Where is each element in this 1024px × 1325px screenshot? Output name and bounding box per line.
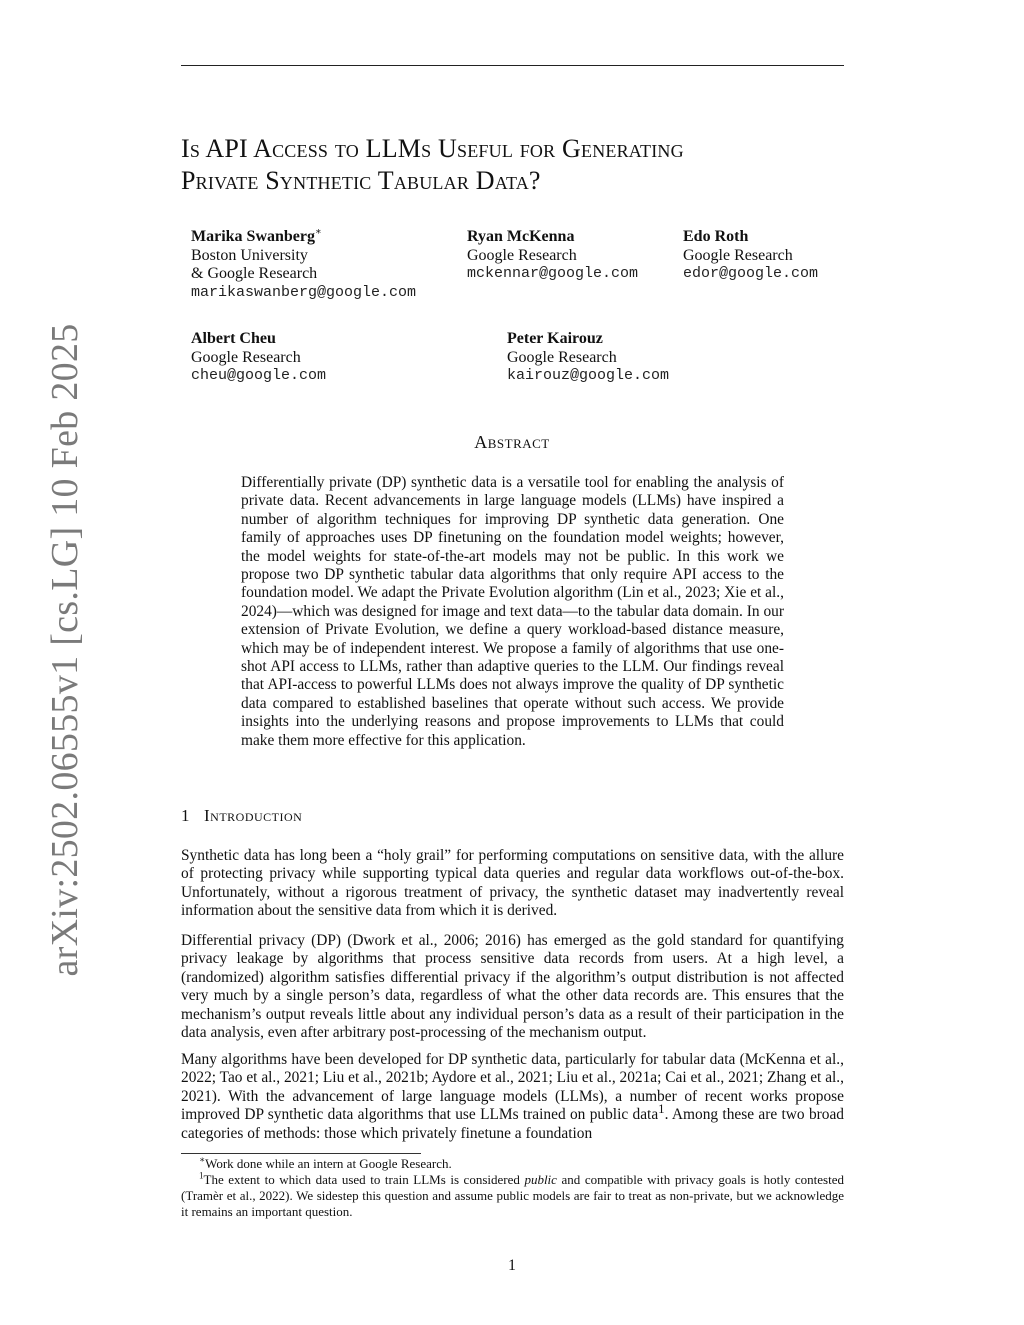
footnote-text: and compatible with privacy goals is hotly contested (Tramèr et al., 2022). We sidestep this question and assume public models are fair to treat as non-private, but we acknowledge it remains an important question.: [181, 1172, 844, 1219]
abstract-text: Differentially private (DP) synthetic data is a versatile tool for enabling the analysis of private data. Recent advancements in large language models (LLMs) have inspired a number of algorithm techniques for improving DP synthetic data generation. One family of approaches uses DP finetuning on the foundation model weights; however, the model weights for state-of-the-art models may not be public. In this work we propose two DP synthetic tabular data algorithms that only require API access to the foundation model. We adapt the Private Evolution algorithm (Lin et al., 2023; Xie et al., 2024)—which was designed for image and text data—to the tabular data domain. In our extension of Private Evolution, we define a query workload-based distance measure, which may be of independent interest. We propose a family of algorithms that use one-shot API access to LLMs, rather than adaptive queries to the LLM. Our findings reveal that API-access to powerful LLMs does not always improve the quality of DP synthetic data compared to established baselines that operate without such access. We provide insights into the underlying reasons and propose improvements to LLMs that could make them more effective for this application.: [241, 474, 784, 749]
abstract-heading: Abstract: [474, 432, 550, 452]
author-name: Ryan McKenna: [467, 228, 575, 245]
footnote-text: Work done while an intern at Google Research.: [205, 1156, 452, 1171]
author-block: [683, 228, 818, 284]
title-word: G: [562, 134, 582, 163]
author-name: Edo Roth: [683, 228, 749, 245]
title-word: ata?: [494, 166, 541, 195]
author-name: Albert Cheu: [191, 330, 276, 347]
author-block: [191, 330, 326, 386]
author-affiliation: Google Research: [191, 348, 301, 366]
title-word: to: [328, 134, 366, 163]
author-name: [191, 228, 416, 247]
paragraph-text: Many algorithms have been developed for DP synthetic data, particularly for tabular data (McKenna et al., 2022; Tao et al., 2021; Liu et al., 2021b; Aydore et al., 2021; Liu et al., 2021a; Cai et al., 2021; Zhang et al., 2021). With the advancement of large language models (LLMs), a number of recent works propose improved DP synthetic data algorithms that use LLMs trained on public data: [181, 1051, 844, 1124]
title-word: API: [200, 134, 254, 163]
top-rule: [181, 65, 844, 66]
title-word: enerating: [581, 134, 684, 163]
author-affiliation: Boston University: [191, 246, 308, 264]
title-word: S: [258, 166, 280, 195]
author-affiliation: Google Research: [507, 348, 617, 366]
title-word: A: [253, 134, 273, 163]
title-line-2: [181, 166, 541, 195]
body-paragraph: Differential privacy (DP) (Dwork et al., 2006; 2016) has emerged as the gold standard for quantifying privacy leakage by algorithms that process sensitive data records from users. At a high level, a (randomized) algorithm satisfies differential privacy if the algorithm’s output distribution is not affected very much by a single person’s data, regardless of what the other data records are. This ensures that the mechanism’s output reveals little about any individual person’s data as a result of their participation in the data analysis, even after arbitrary post-processing of the mechanism output.: [181, 932, 844, 1042]
author-affiliation: & Google Research: [191, 265, 318, 282]
author-email[interactable]: cheu@google.com: [191, 367, 327, 384]
author-name: Peter Kairouz: [507, 330, 603, 347]
title-word: LLM: [365, 134, 422, 163]
arxiv-identifier-stamp[interactable]: arXiv:2502.06555v1 [cs.LG] 10 Feb 2025: [44, 323, 86, 977]
author-email[interactable]: kairouz@google.com: [507, 367, 670, 384]
title-word: s: [189, 134, 201, 163]
footnote-emphasis: public: [524, 1172, 557, 1187]
author-email[interactable]: edor@google.com: [683, 265, 819, 282]
author-affiliation: Google Research: [467, 246, 577, 264]
title-word: U: [431, 134, 457, 163]
footnote-mark[interactable]: ∗: [315, 226, 322, 238]
footnote: [181, 1172, 844, 1220]
title-word: abular: [393, 166, 470, 195]
section-number: 1: [181, 806, 190, 825]
page-number: 1: [508, 1257, 516, 1274]
paper-title: [181, 133, 861, 197]
title-line-1: [181, 134, 684, 163]
section-heading: [181, 806, 302, 826]
title-word: D: [469, 166, 495, 195]
title-word: for: [513, 134, 563, 163]
title-word: P: [181, 166, 196, 195]
title-word: T: [371, 166, 394, 195]
author-block: [507, 330, 669, 386]
title-word: seful: [457, 134, 514, 163]
footnote-rule: [181, 1153, 421, 1154]
author-email[interactable]: mckennar@google.com: [467, 265, 639, 282]
body-paragraph: [181, 1051, 844, 1143]
title-word: ccess: [272, 134, 329, 163]
author-block: [467, 228, 638, 284]
author-block: [191, 228, 416, 302]
footnote-mark: ∗: [199, 1154, 206, 1165]
author-email[interactable]: marikaswanberg@google.com: [191, 283, 417, 301]
title-word: ynthetic: [279, 166, 372, 195]
footnote-mark[interactable]: 1: [658, 1102, 665, 1117]
footnote: [181, 1156, 844, 1172]
section-title: Introduction: [204, 806, 303, 825]
footnote-text: The extent to which data used to train LLMs is considered: [203, 1172, 525, 1187]
author-name-text: Marika Swanberg: [191, 228, 315, 245]
body-paragraph: Synthetic data has long been a “holy grail” for performing computations on sensitive data, with the allure of protecting privacy while supporting typical data queries and regular data workflows out-of-the-box. Unfortunately, without a rigorous treatment of privacy, the synthetic dataset may inadvertently reveal information about the sensitive data from which it is derived.: [181, 847, 844, 920]
footnote-mark: 1: [199, 1170, 204, 1181]
paragraph-text: . Among these are two broad categories of methods: those which privately finetune a foundation: [181, 1106, 844, 1142]
title-word: s: [421, 134, 432, 163]
title-word: rivate: [195, 166, 259, 195]
title-word: I: [181, 134, 190, 163]
author-affiliation: Google Research: [683, 246, 793, 264]
